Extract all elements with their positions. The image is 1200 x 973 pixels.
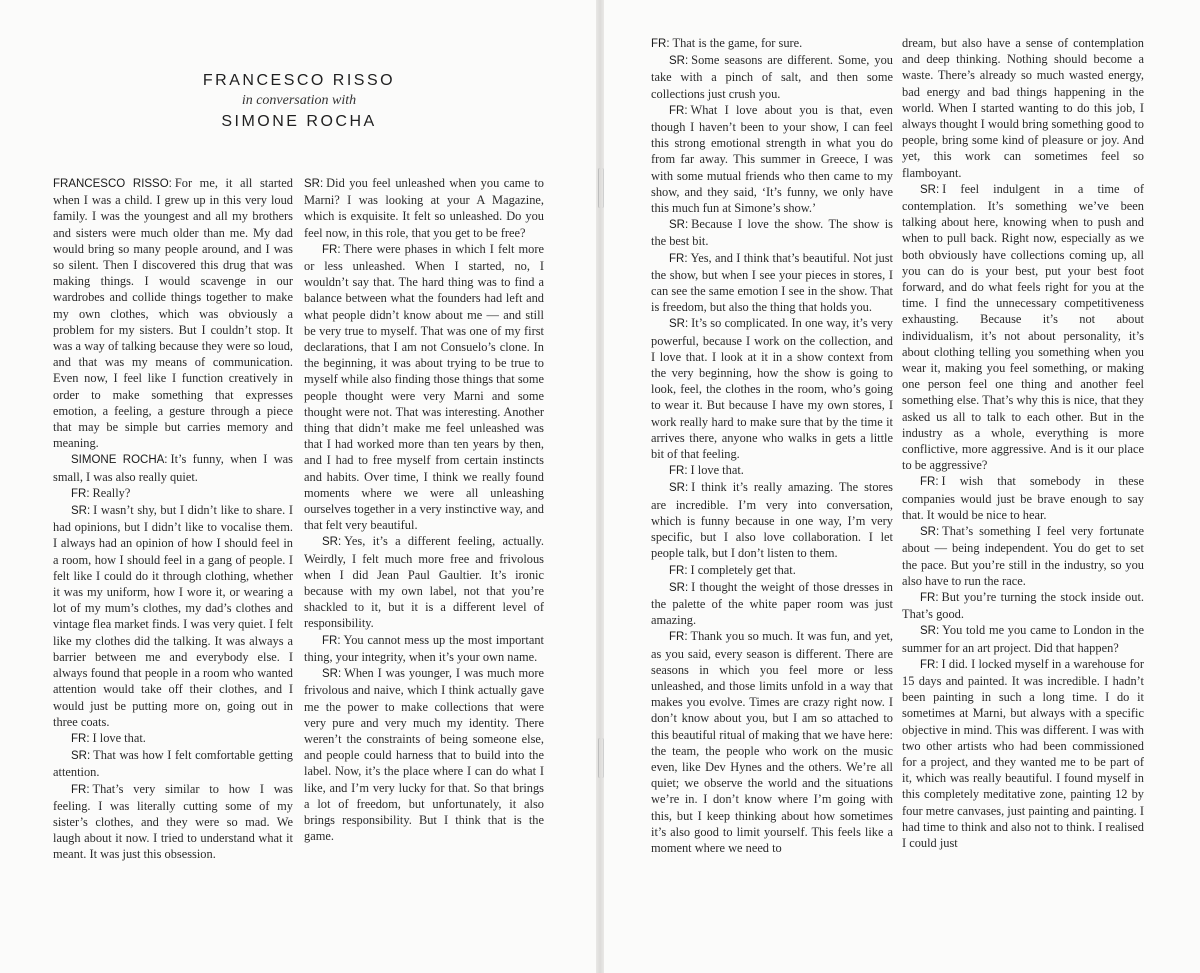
paragraph-text: It’s so complicated. In one way, it’s very powerful, because I work on the collection, and I love that. I look at it in a show context from the very beginning, how the show is going to look, feel, the clothes in the room, who’s going to wear it. But because I have my own stores, I work really hard to make sure that by the time it arrives there, anyone who walks in gets a little bit of that feeling. (651, 316, 893, 462)
speaker-label: FR: (920, 476, 939, 489)
paragraph-text: You cannot mess up the most important thing, your integrity, when it’s your own name. (304, 632, 544, 664)
speaker-label: SR: (920, 526, 940, 539)
paragraph-text: There were phases in which I felt more or less unleashed. When I started, no, I wouldn’t say that. The hard thing was to find a balance between what the founders had left and what people didn’t know about me — and still be very true to myself. That was one of my first declarations, that I am not Consuelo’s clone. In the beginning, it was about trying to be true to myself while also finding those things that some people thought were very Marni and some thought were not. That was interesting. Another thing that didn’t make me feel unleashed was that I had worked more than ten years by then, and I had to free myself from certain instincts and habits. Over time, I think we really found moments where we were all unleashing ourselves together in a very instinctive way, and that felt very beautiful. (304, 241, 544, 533)
speaker-label: SR: (920, 183, 940, 196)
speaker-label: SR: (669, 219, 689, 232)
speaker-label: SR: (71, 750, 91, 763)
paragraph (651, 628, 893, 856)
paragraph-text: That was how I felt comfortable getting attention. (53, 748, 293, 780)
speaker-label: FR: (651, 38, 670, 50)
paragraph (304, 241, 544, 534)
speaker-label: FR: (322, 634, 341, 647)
speaker-label: SR: (304, 178, 324, 190)
paragraph-text: Really? (92, 485, 131, 500)
paragraph-text: I think it’s really amazing. The stores are incredible. I’m very into conversation, which is funny because in one way, I’m very specific, but I also love collaboration. I let people talk, but I don’t listen to them. (651, 480, 893, 561)
speaker-label: FR: (669, 564, 688, 577)
speaker-label: FR: (71, 487, 90, 500)
paragraph-text: What I love about you is that, even though I haven’t been to your show, I can feel this strong emotional strength in what you do from far away. This summer in Greece, I was with some mutual friends who then came to my show, and they said, ‘It’s funny, we only have this much fun at Simone’s show.’ (651, 102, 893, 216)
speaker-label: SR: (322, 536, 342, 549)
paragraph (902, 35, 1144, 181)
paragraph-text: Yes, and I think that’s beautiful. Not just the show, but when I see your pieces in stores, I can see the same emotion I see in the show. That is freedom, but also the thing that holds you. (651, 250, 893, 315)
paragraph (304, 665, 544, 844)
header-connector: in conversation with (241, 93, 357, 108)
paragraph (53, 747, 293, 780)
text-column-3 (651, 35, 893, 856)
paragraph (53, 502, 293, 730)
text-column-4 (902, 35, 1144, 851)
paragraph (651, 35, 893, 52)
paragraph (902, 523, 1144, 589)
article-header (0, 72, 598, 131)
paragraph-text: It’s funny, when I was small, I was also really quiet. (53, 452, 293, 484)
paragraph (53, 781, 293, 863)
paragraph-text: I love that. (92, 730, 146, 745)
paragraph-text: For me, it all started when I was a child. I grew up in this very loud family. I was the youngest and all my brothers and sisters were much older than me. My dad would bring so many people around, and I was so silent. Then I discovered this drug that was making things. I would scavenge in our wardrobes and collide things together to make my own clothes, which was obviously a problem for my sisters. But I couldn’t stop. It was a way of talking because they were so loud, and that was my means of communication. Even now, I feel like I function creatively in order to make something that expresses emotion, a feeling, a gesture through a piece that may be simple but carries memory and meaning. (53, 176, 293, 451)
speaker-label: SR: (71, 505, 91, 518)
paragraph-text: I wish that somebody in these companies would just be brave enough to say that. It would be nice to hear. (902, 474, 1144, 522)
paragraph-text: That is the game, for sure. (672, 36, 803, 50)
speaker-label: SR: (920, 625, 940, 638)
paragraph-text: I did. I locked myself in a warehouse for 15 days and painted. It was incredible. I hadn’t been painting in such a long time. I do it sometimes at Marni, but always with a specific objective in mind. This was different. I was with two other artists who had been commissioned for a project, and they wanted me to be part of it, which was really beautiful. I found myself in this completely meditative zone, painting 12 by four metre canvases, just painting and painting. I had time to think and also not to think. I realised I could just (902, 656, 1144, 850)
speaker-label: SR: (669, 55, 689, 68)
paragraph-text: Thank you so much. It was fun, and yet, as you said, every season is different. There are seasons in which you feel more or less unleashed, and those limits unfold in a way that makes you evolve. Times are crazy right now. I don’t know about you, but I am so attached to this beautiful ritual of making that we have here: the team, the people who work on the music even, like Dev Hynes and the others. We’re all quiet; we observe the world and the situations we’re in. I don’t know where I’m going with this, but I keep thinking about how sometimes it’s also good to limit yourself. This feels like a moment where we need to (651, 629, 893, 855)
speaker-label: FR: (669, 104, 688, 117)
paragraph-text: But you’re turning the stock inside out. That’s good. (902, 589, 1144, 622)
paragraph-text: That’s something I feel very fortunate about — being independent. You do get to set the pace. But you’re still in the industry, so you also have to run the race. (902, 524, 1144, 588)
binding-gutter (596, 0, 604, 973)
paragraph (304, 175, 544, 241)
paragraph-text: Yes, it’s a different feeling, actually. Weirdly, I felt much more free and frivolous when I did Jean Paul Gaultier. It’s ironic because with my own label, not that you’re shackled to it, but it is a different level of responsibility. (304, 534, 544, 631)
speaker-label: FR: (920, 591, 939, 604)
paragraph (53, 175, 293, 451)
paragraph-text: When I was younger, I was much more frivolous and naive, which I think actually gave me the power to make collections that were very pure and very much my identity. There weren’t the constraints of being someone else, and people could harness that to build into the label. Now, it’s the place where I can do what I like, and I’m very lucky for that. So that brings a lot of freedom, but unfortunately, it also brings responsibility. But I think that is the game. (304, 666, 544, 844)
paragraph (651, 250, 893, 316)
paragraph-text: dream, but also have a sense of contemplation and deep thinking. Nothing should become a waste. There’s already so much wasted energy, bad energy and bad things happening in the world. When I started wanting to do this job, I always thought I would bring something good to people, bring some kind of pleasure or joy. And yet, this work can sometimes feel so flamboyant. (902, 36, 1144, 180)
paragraph (902, 181, 1144, 474)
speaker-label: SR: (669, 581, 689, 594)
paragraph-text: I love that. (690, 463, 744, 478)
speaker-label: FR: (71, 783, 90, 796)
paragraph (53, 485, 293, 502)
paragraph (651, 479, 893, 561)
paragraph (304, 533, 544, 631)
speaker-label: SR: (669, 318, 689, 331)
paragraph (304, 632, 544, 665)
paragraph (651, 102, 893, 216)
paragraph (651, 579, 893, 629)
text-column-1 (53, 175, 293, 863)
text-column-2 (304, 175, 544, 844)
paragraph-text: I completely get that. (690, 562, 796, 577)
paragraph (902, 622, 1144, 655)
staple-icon (598, 168, 604, 208)
paragraph (651, 216, 893, 249)
speaker-label: SR: (669, 482, 689, 495)
speaker-label: FR: (669, 465, 688, 478)
paragraph (902, 589, 1144, 622)
speaker-label: FR: (71, 732, 90, 745)
speaker-label: FR: (669, 252, 688, 265)
speaker-label: SR: (322, 668, 342, 681)
speaker-label: FR: (920, 658, 939, 671)
paragraph (651, 52, 893, 102)
paragraph (651, 462, 893, 479)
paragraph-text: Some seasons are different. Some, you take with a pinch of salt, and then some collections just crush you. (651, 53, 893, 101)
staple-icon (598, 738, 604, 778)
paragraph (53, 730, 293, 747)
paragraph-text: You told me you came to London in the summer for an art project. Did that happen? (902, 623, 1144, 655)
interviewer-name: FRANCESCO RISSO (202, 72, 396, 89)
paragraph-text: Because I love the show. The show is the best bit. (651, 217, 893, 249)
paragraph (902, 656, 1144, 851)
paragraph (902, 473, 1144, 523)
interviewee-name: SIMONE ROCHA (221, 113, 377, 130)
paragraph (53, 451, 293, 484)
speaker-label: SIMONE ROCHA: (71, 454, 168, 467)
speaker-label: FR: (322, 243, 341, 256)
paragraph-text: I wasn’t shy, but I didn’t like to share. I had opinions, but I didn’t like to vocalise them. I always had an opinion of how I should feel in a room, how I should feel in a gang of people. I felt like I could do it through clothing, whether it was my uniform, how I wore it, or wearing a lot of my mum’s clothes, my dad’s clothes and vintage flea market finds. I was very quiet. I felt like my clothes did the talking. It was always a barrier between me and everybody else. I always found that people in a room who wanted attention would take off their clothes, and I would just be putting more on, going out in three coats. (53, 503, 293, 729)
paragraph (651, 315, 893, 462)
paragraph-text: Did you feel unleashed when you came to Marni? I was looking at your A Magazine, which is exquisite. It felt so unleashed. Do you feel now, in this role, that you get to be free? (304, 176, 544, 240)
paragraph-text: That’s very similar to how I was feeling. I was literally cutting some of my sister’s clothes, and they were so mad. We laugh about it now. I tried to understand what it meant. It was just this obsession. (53, 781, 293, 862)
speaker-label: FRANCESCO RISSO: (53, 178, 172, 190)
speaker-label: FR: (669, 631, 688, 644)
paragraph-text: I feel indulgent in a time of contemplation. It’s something we’ve been talking about here, knowing when to push and when to pull back. Right now, especially as we both obviously have collections coming up, all you can do is your best, put your best foot forward, and do what feels right for you at the time. I find the unnecessary competitiveness exhausting. Because it’s not about individualism, it’s not about personality, it’s about clothing telling you something when you wear it, making you feel something, or making one person feel one thing and another feel something else. That’s why this is nice, that they asked us all to talk to each other. But in the industry as a whole, everything is more conflictive, more aggressive. And is it our place to be aggressive? (902, 181, 1144, 473)
paragraph (651, 562, 893, 579)
paragraph-text: I thought the weight of those dresses in the palette of the white paper room was just amazing. (651, 579, 893, 628)
